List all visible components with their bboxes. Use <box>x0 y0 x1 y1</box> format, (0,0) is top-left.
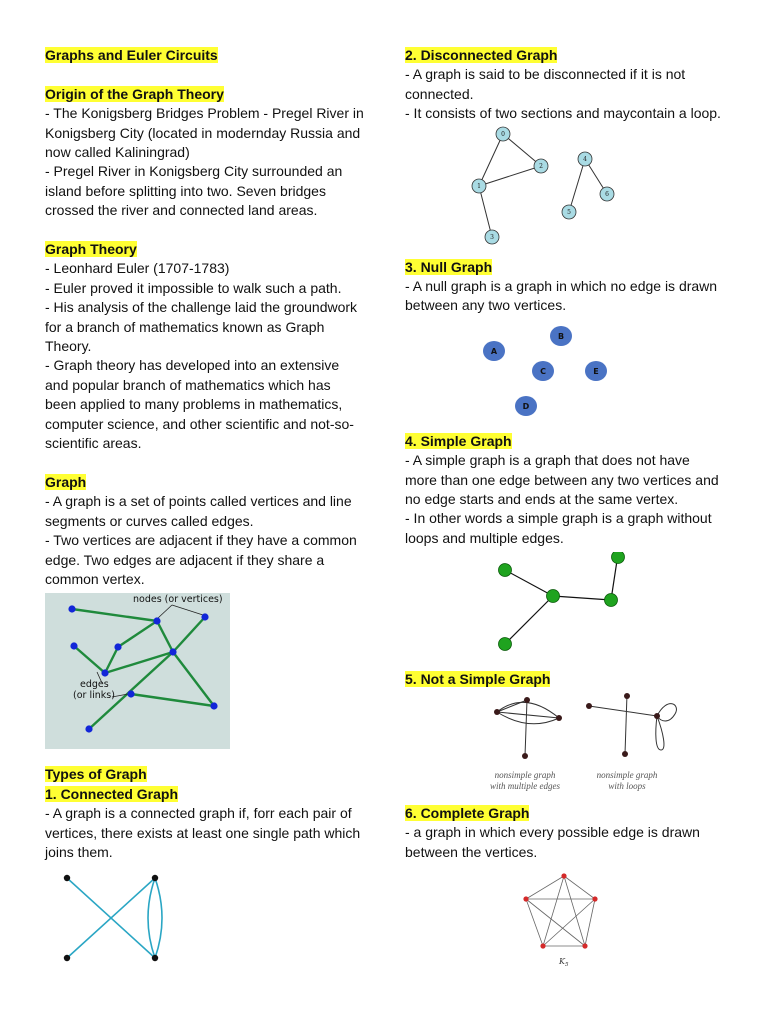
document-title: Graphs and Euler Circuits <box>45 47 218 63</box>
loops-nodes <box>586 693 660 757</box>
null-node-d: D <box>522 401 530 411</box>
node-label-6: 6 <box>605 190 609 198</box>
simple-graph-figure <box>491 552 711 662</box>
caption-multiple-edges-2: with multiple edges <box>490 780 560 791</box>
not-simple-graph-figure <box>405 692 705 800</box>
loops-graph <box>589 694 676 754</box>
simple-line-1: - A simple graph is a graph that does not have more than one edge between any two vertices and no edge starts and ends at the same vertex. <box>405 452 719 508</box>
not-simple-heading: 5. Not a Simple Graph <box>405 671 551 688</box>
graph-theory-line-2: - Euler proved it impossible to walk such a path. <box>45 279 342 296</box>
complete-edges <box>526 876 595 946</box>
edges-label-1: edges <box>80 679 109 691</box>
network-figure <box>45 593 230 749</box>
caption-multiple-edges-1: nonsimple graph <box>494 769 556 780</box>
complete-label-k: K <box>559 956 565 966</box>
null-heading: 3. Null Graph <box>405 258 493 275</box>
graph-heading: Graph <box>45 473 87 490</box>
disconnected-edges <box>479 134 607 237</box>
disconnected-graph-figure <box>465 124 705 252</box>
node-label-0: 0 <box>501 130 505 138</box>
complete-label <box>558 957 569 968</box>
right-column <box>405 46 725 970</box>
origin-heading: Origin of the Graph Theory <box>45 85 224 102</box>
disconnected-line-2: - It consists of two sections and maycontain a loop. <box>405 105 721 122</box>
multiple-edges-nodes <box>494 697 562 759</box>
origin-line-2: - Pregel River in Konigsberg City surrounded an island before splitting into two. Seven bridges crossed the river and connected land areas. <box>45 163 343 219</box>
multiple-edges-graph <box>497 700 559 756</box>
complete-line-1: - a graph in which every possible edge is drawn between the vertices. <box>405 824 700 860</box>
connected-line-1: - A graph is a connected graph if, forr each pair of vertices, there exists at least one single path which joins them. <box>45 805 361 860</box>
origin-line-1: - The Konigsberg Bridges Problem - Pregel River in Konigsberg City (located in modernday Russia and now called Kaliningrad) <box>45 105 364 161</box>
null-line-1: - A null graph is a graph in which no edge is drawn between any two vertices. <box>405 278 718 314</box>
graph-theory-line-4: - Graph theory has developed into an extensive and popular branch of mathematics which has been applied to many problems in mathematics, computer science, and other scientific and not-so-scientific areas. <box>45 357 354 452</box>
simple-line-2: - In other words a simple graph is a graph without loops and multiple edges. <box>405 510 712 546</box>
graph-theory-heading: Graph Theory <box>45 241 137 258</box>
node-label-4: 4 <box>583 155 587 163</box>
complete-heading: 6. Complete Graph <box>405 804 530 821</box>
graph-theory-line-3: - His analysis of the challenge laid the groundwork for a branch of mathematics known as Graph Theory. <box>45 299 358 355</box>
null-node-a: A <box>490 346 498 356</box>
graph-line-2: - Two vertices are adjacent if they have a common edge. Two edges are adjacent if they share a common vertex. <box>45 532 357 587</box>
connected-graph-figure <box>57 870 207 980</box>
edges-label-2: (or links) <box>73 690 115 702</box>
complete-graph-figure <box>517 872 617 970</box>
null-node-b: B <box>557 331 565 341</box>
node-label-1: 1 <box>477 182 481 190</box>
complete-label-sub: 5 <box>564 961 569 968</box>
simple-edges <box>505 554 618 644</box>
types-heading: Types of Graph <box>45 766 147 783</box>
null-graph-figure <box>475 320 715 418</box>
disconnected-nodes <box>472 127 614 244</box>
connected-edges <box>67 878 162 958</box>
node-label-2: 2 <box>539 162 543 170</box>
caption-loops-2: with loops <box>608 780 646 791</box>
simple-nodes <box>499 552 625 651</box>
disconnected-line-1: - A graph is said to be disconnected if it is not connected. <box>405 66 686 102</box>
graph-theory-line-1: - Leonhard Euler (1707-1783) <box>45 260 230 277</box>
node-label-3: 3 <box>490 233 494 241</box>
null-node-c: C <box>540 366 546 376</box>
disconnected-heading: 2. Disconnected Graph <box>405 47 558 63</box>
left-column <box>45 46 365 980</box>
simple-heading: 4. Simple Graph <box>405 432 512 449</box>
nodes-label: nodes (or vertices) <box>133 594 223 606</box>
caption-loops-1: nonsimple graph <box>596 769 658 780</box>
connected-heading: 1. Connected Graph <box>45 785 179 802</box>
graph-line-1: - A graph is a set of points called vertices and line segments or curves called edges. <box>45 493 352 529</box>
node-label-5: 5 <box>567 208 571 216</box>
null-node-e: E <box>593 366 599 376</box>
